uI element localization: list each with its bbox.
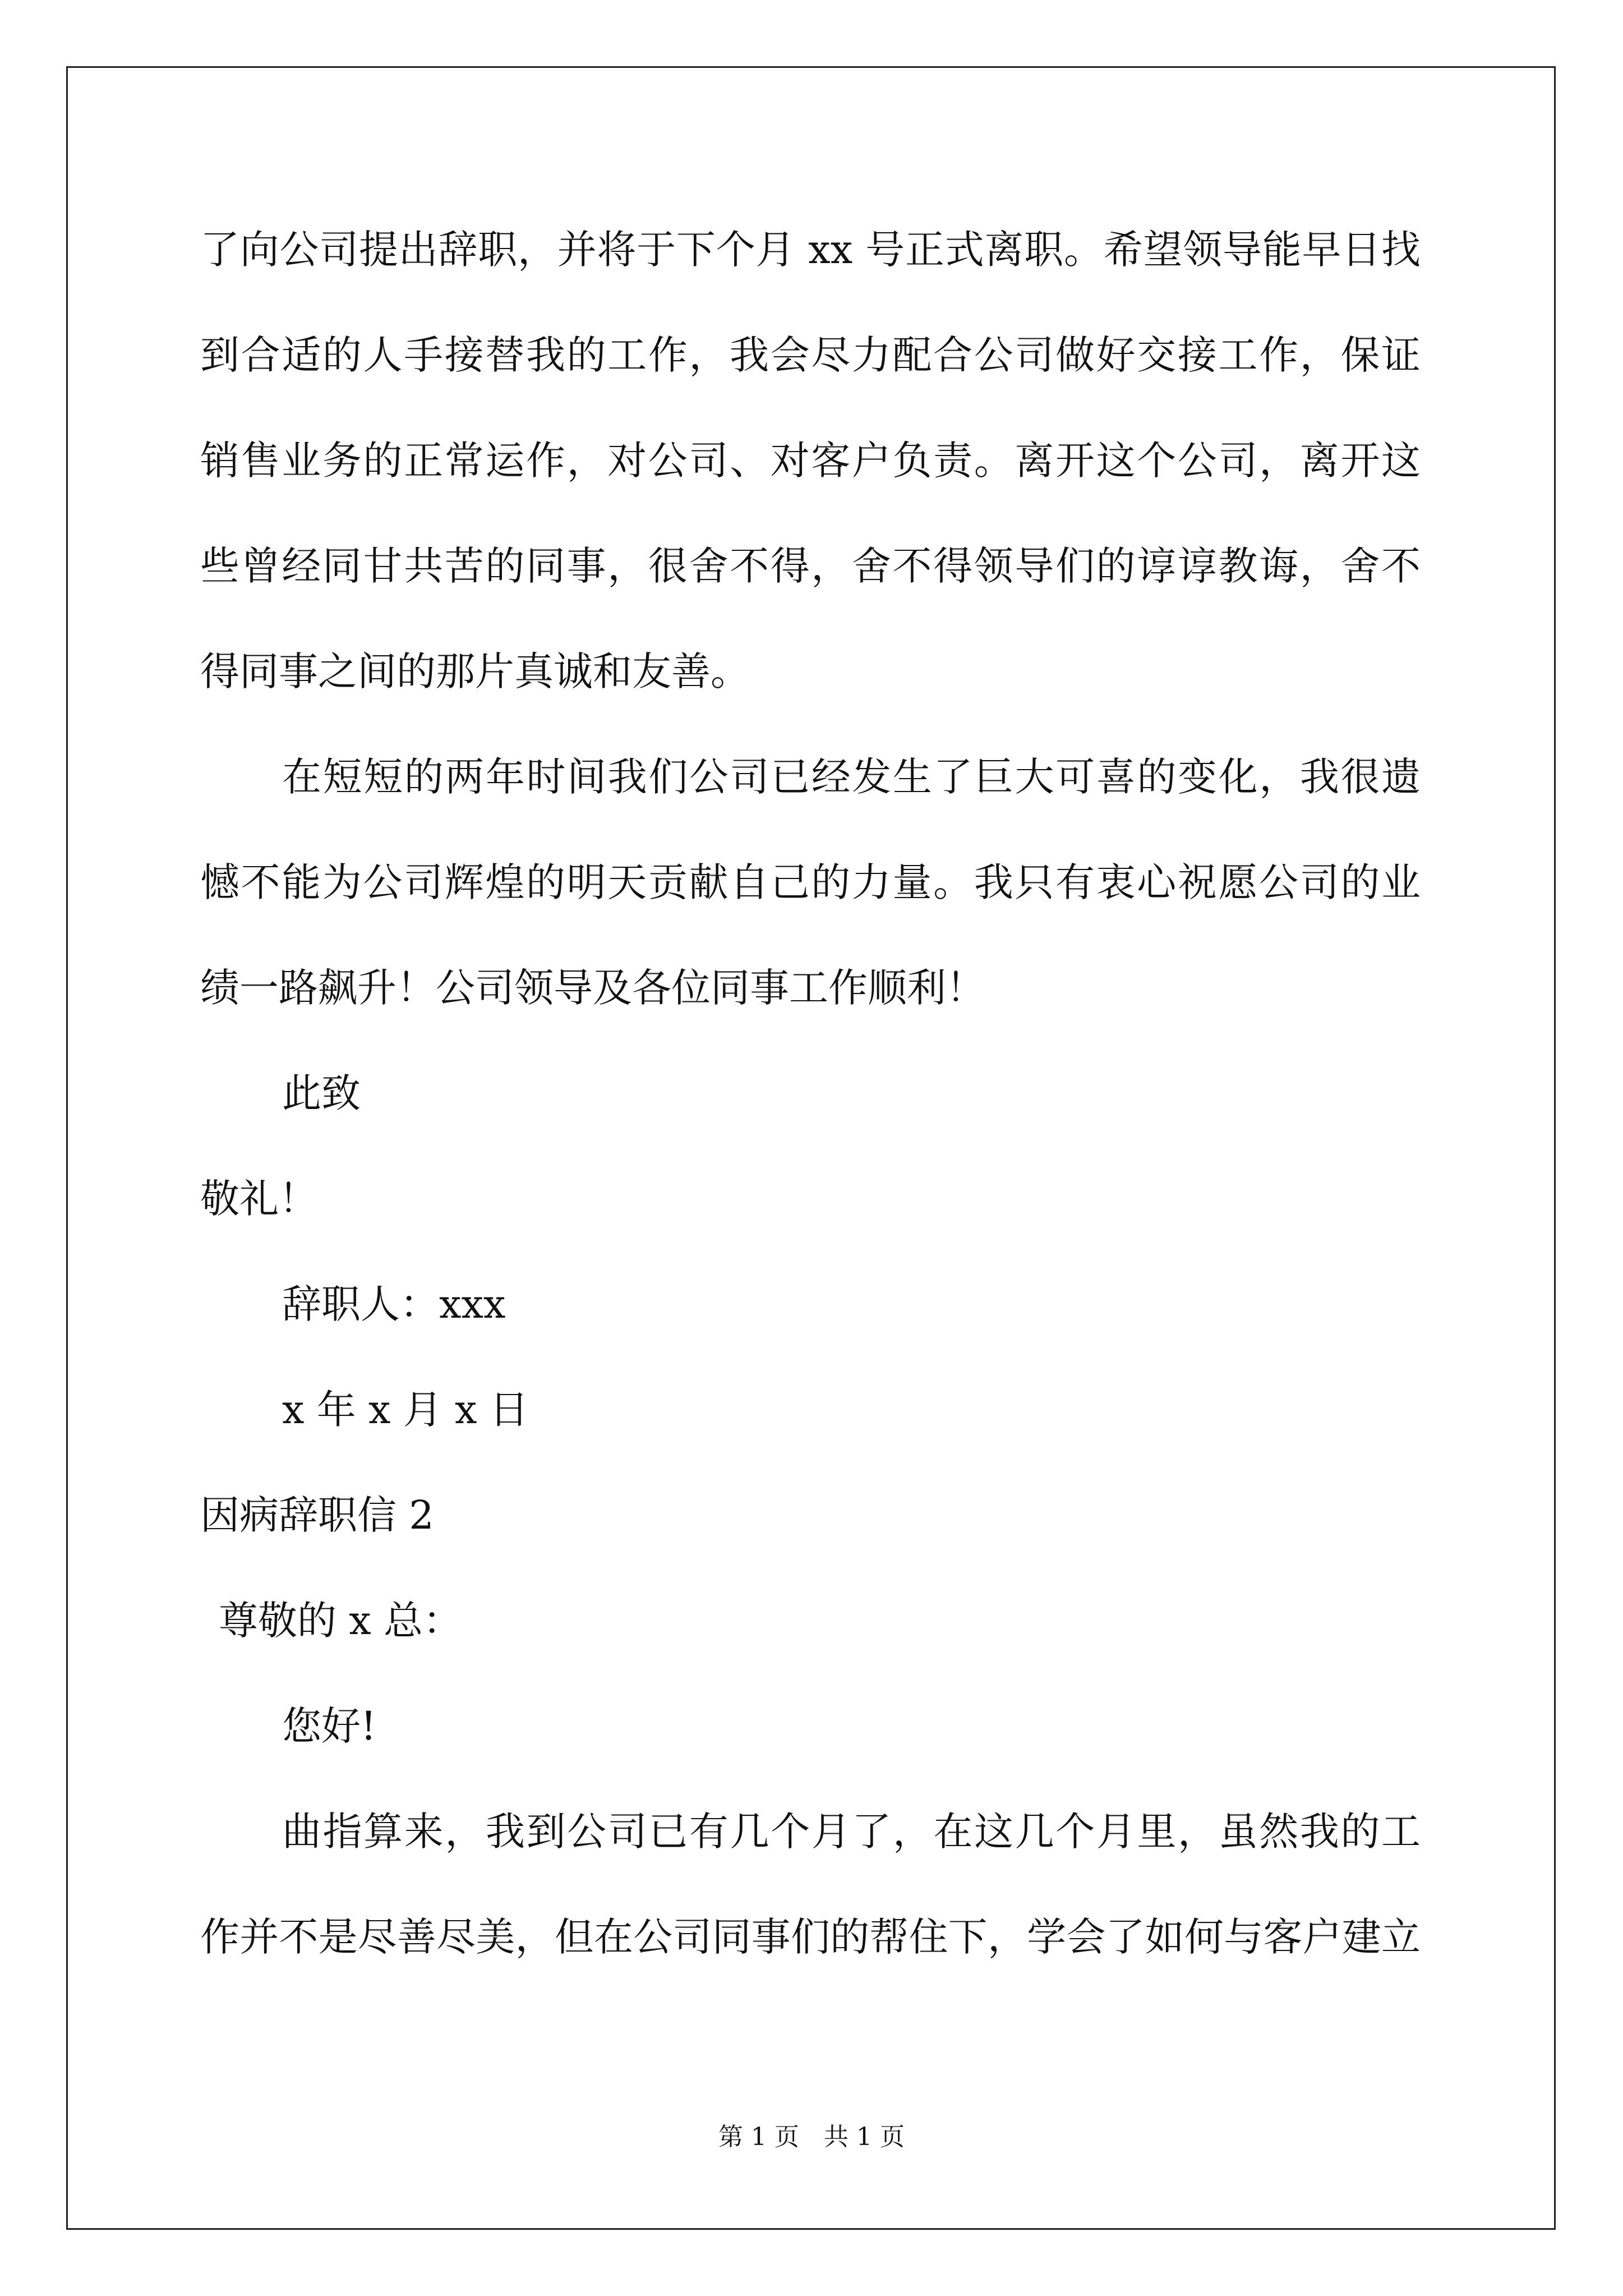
paragraph-line: 作并不是尽善尽美，但在公司同事们的帮住下，学会了如何与客户建立 xyxy=(200,1914,1421,1960)
closing-respect: 敬礼！ xyxy=(200,1176,318,1222)
paragraph-line: 销售业务的正常运作，对公司、对客户负责。离开这个公司，离开这 xyxy=(200,438,1421,484)
paragraph-line: 绩一路飙升！公司领导及各位同事工作顺利！ xyxy=(200,965,985,1011)
page-footer: 第 1 页 共 1 页 xyxy=(718,2123,905,2151)
closing-salutation: 此致 xyxy=(282,1070,361,1116)
greeting-hello: 您好! xyxy=(282,1703,377,1749)
greeting-recipient: 尊敬的 x 总： xyxy=(219,1598,462,1644)
paragraph-line: 憾不能为公司辉煌的明天贡献自己的力量。我只有衷心祝愿公司的业 xyxy=(200,859,1421,905)
page-border xyxy=(66,66,1556,2230)
paragraph-line: 曲指算来，我到公司已有几个月了，在这几个月里，虽然我的工 xyxy=(282,1809,1421,1855)
paragraph-line: 在短短的两年时间我们公司已经发生了巨大可喜的变化，我很遗 xyxy=(282,754,1421,800)
signature-name: 辞职人：xxx xyxy=(282,1281,506,1327)
section-title: 因病辞职信 2 xyxy=(200,1492,434,1538)
paragraph-line: 到合适的人手接替我的工作，我会尽力配合公司做好交接工作，保证 xyxy=(200,332,1421,378)
paragraph-line: 些曾经同甘共苦的同事，很舍不得，舍不得领导们的谆谆教诲，舍不 xyxy=(200,543,1421,589)
paragraph-line: 得同事之间的那片真诚和友善。 xyxy=(200,648,750,694)
signature-date: x 年 x 月 x 日 xyxy=(282,1387,529,1433)
paragraph-line: 了向公司提出辞职，并将于下个月 xx 号正式离职。希望领导能早日找 xyxy=(200,227,1421,273)
